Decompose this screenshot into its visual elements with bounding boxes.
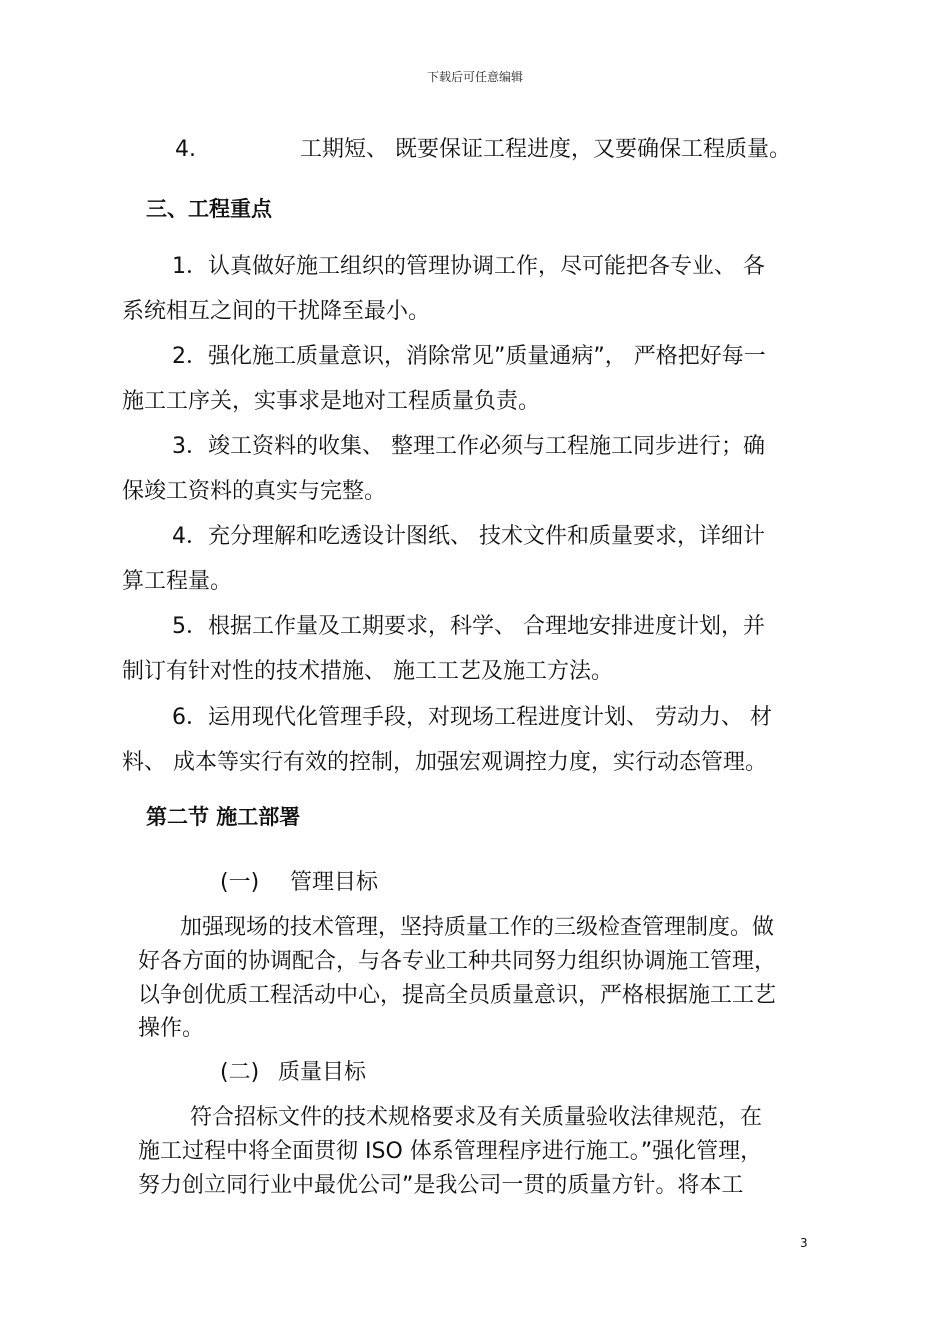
- paragraph-line: 以争创优质工程活动中心，提高全员质量意识，严格根据施工工艺: [138, 983, 777, 1008]
- list-item-line: 1．认真做好施工组织的管理协调工作，尽可能把各专业、 各: [172, 254, 765, 279]
- list-item-line: 5．根据工作量及工期要求，科学、 合理地安排进度计划，并: [172, 614, 765, 639]
- list-item-line: 施工工序关，实事求是地对工程质量负责。: [122, 389, 541, 414]
- list-item-line: 料、 成本等实行有效的控制，加强宏观调控力度，实行动态管理。: [122, 750, 767, 775]
- section-heading: 第二节 施工部署: [146, 805, 301, 829]
- paragraph-line: 工期短、 既要保证工程进度，又要确保工程质量。: [300, 137, 791, 162]
- paragraph-line: 操作。: [138, 1016, 205, 1041]
- list-item-line: 6．运用现代化管理手段，对现场工程进度计划、 劳动力、 材: [172, 705, 772, 730]
- list-item-line: 系统相互之间的干扰降至最小。: [122, 299, 431, 324]
- paragraph-line: 好各方面的协调配合，与各专业工种共同努力组织协调施工管理，: [138, 949, 777, 974]
- list-item-line: 制订有针对性的技术措施、 施工工艺及施工方法。: [122, 659, 613, 684]
- paragraph-line: 符合招标文件的技术规格要求及有关质量验收法律规范，在: [190, 1105, 763, 1130]
- paragraph-line: 加强现场的技术管理，坚持质量工作的三级检查管理制度。做: [180, 915, 775, 940]
- list-item-line: 4．充分理解和吃透设计图纸、 技术文件和质量要求，详细计: [172, 524, 765, 549]
- item-number: 4.: [175, 137, 196, 162]
- page-number: 3: [800, 1236, 808, 1250]
- subsection-title: 管理目标: [290, 870, 379, 895]
- paragraph-line: 努力创立同行业中最优公司”是我公司一贯的质量方针。将本工: [138, 1173, 744, 1198]
- paragraph-line: 施工过程中将全面贯彻 ISO 体系管理程序进行施工。”强化管理，: [138, 1139, 763, 1164]
- list-item-line: 保竣工资料的真实与完整。: [122, 479, 387, 504]
- list-item-line: 2．强化施工质量意识，消除常见”质量通病”， 严格把好每一: [172, 344, 766, 369]
- list-item-line: 3．竣工资料的收集、 整理工作必须与工程施工同步进行；确: [172, 434, 765, 459]
- header-note: 下载后可任意编辑: [426, 70, 523, 84]
- subsection-label: (二): [220, 1060, 260, 1085]
- section-heading: 三、工程重点: [146, 197, 272, 221]
- subsection-label: (一): [220, 870, 260, 895]
- subsection-title: 质量目标: [278, 1060, 367, 1085]
- list-item-line: 算工程量。: [122, 569, 233, 594]
